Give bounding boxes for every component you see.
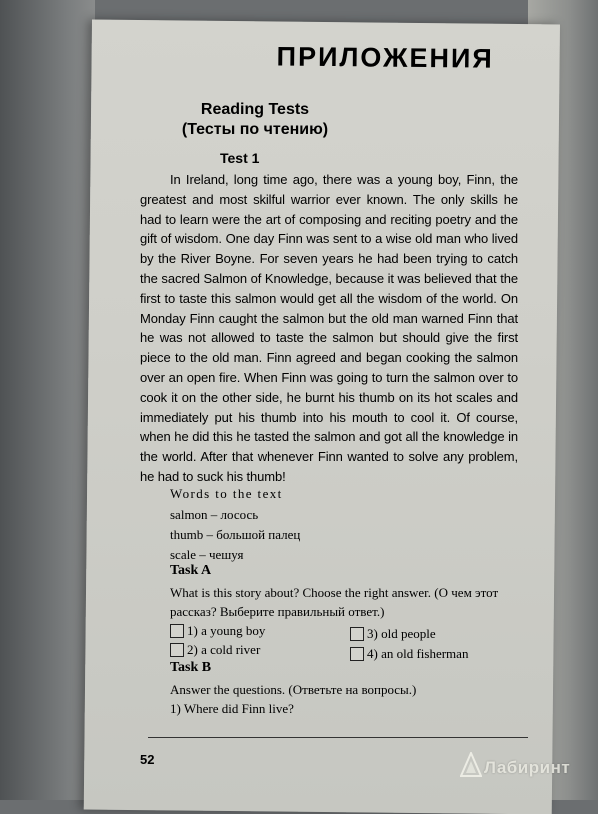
section-title-line-2: (Тесты по чтению) [181, 121, 329, 138]
checkbox[interactable] [350, 627, 364, 641]
test-title: Test 1 [220, 150, 260, 166]
answer-option-1[interactable] [170, 623, 265, 639]
task-b-instruction: Answer the questions. (Ответьте на вопросы.) [170, 682, 417, 697]
checkbox[interactable] [170, 624, 184, 638]
labirint-logo-icon [460, 752, 482, 778]
story-text: In Ireland, long time ago, there was a young boy, Finn, the greatest and most skilful warrior ever known. The only skills he had to learn were the art of composing and reciting poetry and the gift of wisdom. One day Finn was sent to a wise old man who lived by the River Boyne. For seven years he had been trying to catch the sacred Salmon of Knowledge, because it was believed that the first to taste this salmon would get all the wisdom of the world. On Monday Finn caught the salmon but the old man warned Finn that he was not allowed to taste the salmon but should give the first piece to the old man. Finn agreed and began cooking the salmon over an open fire. When Finn was going to turn the salmon over to cook it on the other side, he burnt his thumb on its hot scales and immediately put his thumb into his mouth to cool it. Of course, when he did this he tasted the salmon and got all the knowledge in the world. After that whenever Finn wanted to solve any problem, he had to suck his thumb! [140, 172, 518, 484]
page-title: ПРИЛОЖЕНИЯ [276, 41, 494, 74]
answer-option-label: 4) an old fisherman [367, 646, 469, 661]
background-left [0, 0, 95, 800]
task-b-question [170, 680, 510, 718]
task-a-title: Task A [170, 563, 212, 578]
checkbox[interactable] [170, 643, 184, 657]
answer-option-4[interactable] [350, 646, 468, 662]
checkbox[interactable] [350, 647, 364, 661]
page-number: 52 [140, 752, 155, 767]
vocabulary-title: Words to the text [170, 486, 283, 501]
vocabulary-item: scale – чешуя [170, 547, 244, 562]
footer-divider [148, 737, 528, 738]
answer-option-3[interactable] [350, 626, 436, 642]
section-title [160, 100, 350, 140]
vocabulary-list [170, 505, 300, 565]
answer-option-label: 1) a young boy [187, 623, 266, 638]
task-a-question: What is this story about? Choose the right answer. (О чем этот рассказ? Выберите правильный ответ.) [170, 585, 499, 619]
vocabulary-item: salmon – лосось [170, 507, 259, 522]
task-b-title: Task B [170, 660, 212, 675]
vocabulary-item: thumb – большой палец [170, 527, 301, 542]
watermark: Лабиринт [484, 758, 571, 777]
answer-option-label: 2) a cold river [187, 642, 261, 657]
answer-option-label: 3) old people [367, 626, 436, 641]
answer-option-2[interactable] [170, 642, 260, 658]
section-title-line-1: Reading Tests [200, 101, 310, 118]
task-b-question-1: 1) Where did Finn live? [170, 701, 294, 716]
